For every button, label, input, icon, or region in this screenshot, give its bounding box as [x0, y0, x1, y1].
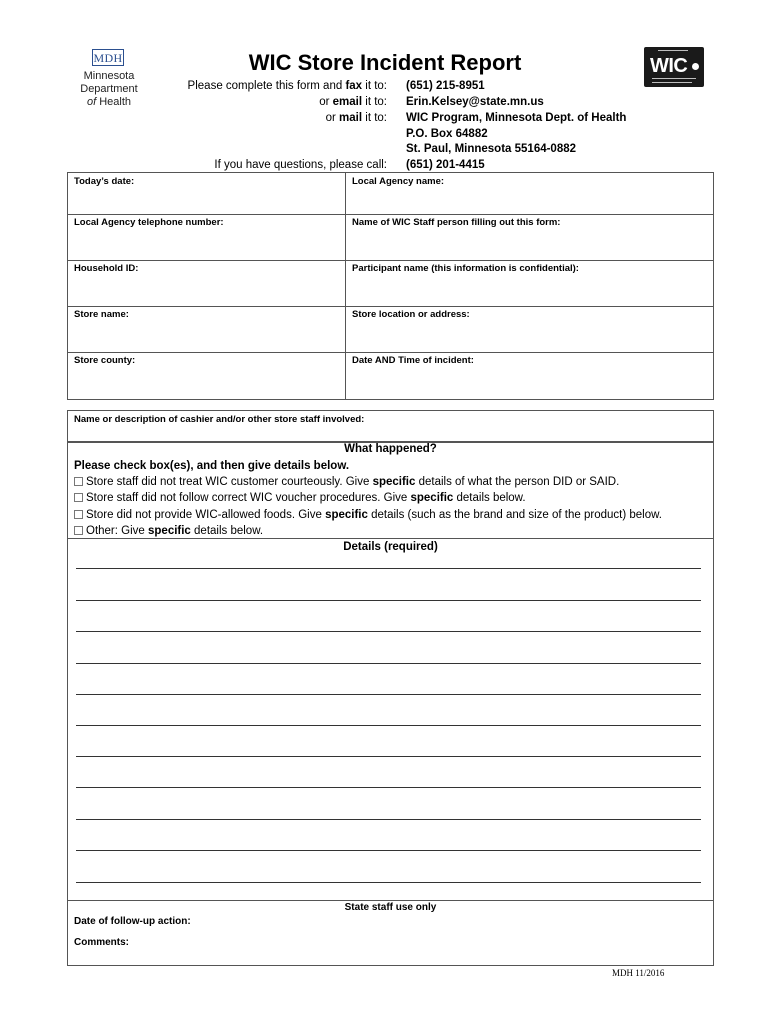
comments-field[interactable]: Comments:	[74, 937, 130, 948]
wic-logo-tagline-2	[652, 82, 692, 83]
details-line[interactable]	[76, 850, 701, 851]
fax-instruction: Please complete this form and fax it to:	[187, 80, 387, 92]
details-line[interactable]	[76, 756, 701, 757]
questions-label: If you have questions, please call:	[214, 159, 387, 171]
mdh-logo-line3: of Health	[86, 96, 132, 108]
details-line[interactable]	[76, 694, 701, 695]
phone-number: (651) 201-4415	[406, 159, 485, 171]
grid-row-divider	[67, 260, 714, 261]
mail-address-line3: St. Paul, Minnesota 55164-0882	[406, 143, 577, 155]
wic-logo-dot	[692, 63, 699, 70]
mail-instruction: or mail it to:	[325, 112, 387, 124]
grid-row-divider	[67, 352, 714, 353]
date-time-incident-field[interactable]: Date AND Time of incident:	[352, 355, 474, 366]
details-line[interactable]	[76, 663, 701, 664]
grid-column-divider	[345, 172, 346, 400]
details-line[interactable]	[76, 600, 701, 601]
local-agency-name-field[interactable]: Local Agency name:	[352, 176, 445, 187]
participant-name-field[interactable]: Participant name (this information is confidential):	[352, 263, 579, 274]
email-instruction: or email it to:	[319, 96, 387, 108]
section-divider	[67, 900, 714, 901]
wic-logo-icon	[644, 47, 704, 87]
checkbox-icon[interactable]	[74, 493, 83, 502]
checkbox-icon[interactable]	[74, 477, 83, 486]
local-agency-phone-field[interactable]: Local Agency telephone number:	[74, 217, 224, 228]
details-line[interactable]	[76, 819, 701, 820]
details-line[interactable]	[76, 568, 701, 569]
mail-address-line2: P.O. Box 64882	[406, 128, 488, 140]
form-id: MDH 11/2016	[612, 968, 665, 978]
what-happened-title: What happened?	[344, 443, 437, 455]
wic-staff-name-field[interactable]: Name of WIC Staff person filling out this form:	[352, 217, 561, 228]
checkbox-icon[interactable]	[74, 510, 83, 519]
state-use-title: State staff use only	[344, 902, 437, 913]
mail-address-line1: WIC Program, Minnesota Dept. of Health	[406, 112, 627, 124]
details-line[interactable]	[76, 725, 701, 726]
household-id-field[interactable]: Household ID:	[74, 263, 139, 274]
wic-logo-tagline-1	[652, 78, 696, 79]
todays-date-field[interactable]: Today’s date:	[74, 176, 135, 187]
checkbox-option-voucher[interactable]: Store staff did not follow correct WIC voucher procedures. Give specific details below.	[74, 491, 526, 506]
checkbox-option-courtesy[interactable]: Store staff did not treat WIC customer courteously. Give specific details of what the person DID or SAID.	[74, 475, 619, 490]
mdh-logo-abbr: MDH	[93, 51, 123, 65]
details-line[interactable]	[76, 631, 701, 632]
wic-logo-text: WIC	[650, 55, 688, 77]
page-title: WIC Store Incident Report	[248, 50, 522, 75]
details-line[interactable]	[76, 787, 701, 788]
fax-number: (651) 215-8951	[406, 80, 485, 92]
followup-date-field[interactable]: Date of follow-up action:	[74, 916, 191, 927]
wic-logo-ribbon-top	[658, 50, 688, 51]
store-name-field[interactable]: Store name:	[74, 309, 129, 320]
grid-row-divider	[67, 306, 714, 307]
checkbox-option-other[interactable]: Other: Give specific details below.	[74, 524, 263, 539]
mdh-logo-line1: Minnesota	[83, 70, 135, 82]
grid-row-divider	[67, 214, 714, 215]
store-county-field[interactable]: Store county:	[74, 355, 136, 366]
email-address: Erin.Kelsey@state.mn.us	[406, 96, 544, 108]
store-location-field[interactable]: Store location or address:	[352, 309, 470, 320]
checkbox-option-foods[interactable]: Store did not provide WIC-allowed foods. Give specific details (such as the brand and size of the product) below.	[74, 508, 662, 523]
details-title: Details (required)	[343, 541, 438, 553]
check-instruction: Please check box(es), and then give details below.	[74, 460, 350, 472]
details-line[interactable]	[76, 882, 701, 883]
mdh-logo-line2: Department	[80, 83, 138, 95]
checkbox-icon[interactable]	[74, 526, 83, 535]
cashier-description-field[interactable]: Name or description of cashier and/or other store staff involved:	[74, 414, 365, 425]
